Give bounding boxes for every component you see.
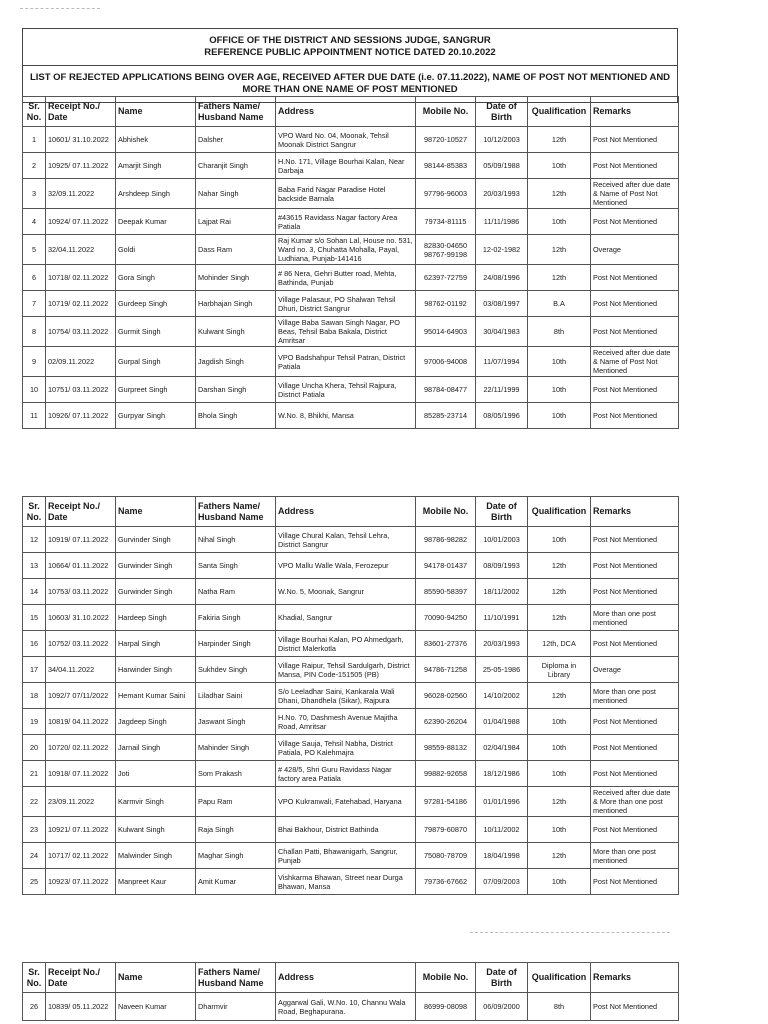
address-cell: Village Baba Sawan Singh Nagar, PO Beas, Tehsil Baba Bakala, District Amritsar [276, 317, 416, 347]
table-row [23, 761, 679, 787]
table-row [23, 209, 679, 235]
sr-cell: 2 [23, 153, 46, 179]
address-cell: Bhai Bakhour, District Bathinda [276, 817, 416, 843]
qualification-cell: 12th [528, 127, 591, 153]
receipt-cell: 10924/ 07.11.2022 [46, 209, 116, 235]
dob-cell: 11/07/1994 [476, 347, 528, 377]
qualification-cell: 12th [528, 683, 591, 709]
father-cell: Nahar Singh [196, 179, 276, 209]
dob-cell: 12-02-1982 [476, 235, 528, 265]
col-qualification: Qualification [528, 97, 591, 127]
receipt-cell: 32/09.11.2022 [46, 179, 116, 209]
remarks-cell: Post Not Mentioned [591, 291, 679, 317]
qualification-cell: 10th [528, 209, 591, 235]
receipt-cell: 10839/ 05.11.2022 [46, 993, 116, 1021]
address-cell: Village Raipur, Tehsil Sardulgarh, District Mansa, PIN Code-151505 (PB) [276, 657, 416, 683]
dob-cell: 18/04/1998 [476, 843, 528, 869]
name-cell: Harwinder Singh [116, 657, 196, 683]
dob-cell: 18/12/1986 [476, 761, 528, 787]
dob-cell: 10/11/2002 [476, 817, 528, 843]
dob-cell: 08/05/1996 [476, 403, 528, 429]
remarks-cell: Post Not Mentioned [591, 869, 679, 895]
address-cell: VPO Mallu Walle Wala, Ferozepur [276, 553, 416, 579]
sr-cell: 13 [23, 553, 46, 579]
qualification-cell: 10th [528, 869, 591, 895]
col-address: Address [276, 963, 416, 993]
sr-cell: 20 [23, 735, 46, 761]
name-cell: Naveen Kumar [116, 993, 196, 1021]
table-row [23, 683, 679, 709]
table-row [23, 127, 679, 153]
col-dob: Date of Birth [476, 963, 528, 993]
qualification-cell: 12th [528, 787, 591, 817]
mobile-cell: 85285-23714 [416, 403, 476, 429]
receipt-cell: 10926/ 07.11.2022 [46, 403, 116, 429]
dob-cell: 01/04/1988 [476, 709, 528, 735]
qualification-cell: 10th [528, 817, 591, 843]
name-cell: Gora Singh [116, 265, 196, 291]
address-cell: W.No. 5, Moonak, Sangrur [276, 579, 416, 605]
col-address: Address [276, 97, 416, 127]
father-cell: Dalsher [196, 127, 276, 153]
address-cell: Raj Kumar s/o Sohan Lal, House no. 531, Ward no. 3, Chuhatta Mohalla, Payal, Ludhiana, Punjab-141416 [276, 235, 416, 265]
mobile-cell: 85590-58397 [416, 579, 476, 605]
remarks-cell: Received after due date & Name of Post Not Mentioned [591, 179, 679, 209]
address-cell: Village Sauja, Tehsil Nabha, District Patiala, PO Kalehmajra [276, 735, 416, 761]
receipt-cell: 10601/ 31.10.2022 [46, 127, 116, 153]
col-dob: Date of Birth [476, 97, 528, 127]
father-cell: Lajpat Rai [196, 209, 276, 235]
qualification-cell: 12th [528, 553, 591, 579]
sr-cell: 15 [23, 605, 46, 631]
mobile-cell: 70090-94250 [416, 605, 476, 631]
mobile-cell: 83601-27376 [416, 631, 476, 657]
qualification-cell: 12th [528, 579, 591, 605]
dob-cell: 10/12/2003 [476, 127, 528, 153]
address-cell: Village Chural Kalan, Tehsil Lehra, District Sangrur [276, 527, 416, 553]
sr-cell: 19 [23, 709, 46, 735]
name-cell: Arshdeep Singh [116, 179, 196, 209]
receipt-cell: 10921/ 07.11.2022 [46, 817, 116, 843]
receipt-cell: 10919/ 07.11.2022 [46, 527, 116, 553]
table-row [23, 709, 679, 735]
sr-cell: 26 [23, 993, 46, 1021]
sr-cell: 22 [23, 787, 46, 817]
remarks-cell: Received after due date & Name of Post Not Mentioned [591, 347, 679, 377]
sr-cell: 3 [23, 179, 46, 209]
receipt-cell: 10718/ 02.11.2022 [46, 265, 116, 291]
remarks-cell: More than one post mentioned [591, 605, 679, 631]
name-cell: Gurwinder Singh [116, 579, 196, 605]
address-cell: Vishkarma Bhawan, Street near Durga Bhawan, Mansa [276, 869, 416, 895]
col-receipt: Receipt No./ Date [46, 97, 116, 127]
table-row [23, 179, 679, 209]
qualification-cell: 12th, DCA [528, 631, 591, 657]
father-cell: Natha Ram [196, 579, 276, 605]
remarks-cell: More than one post mentioned [591, 683, 679, 709]
qualification-cell: 8th [528, 993, 591, 1021]
address-cell: # 428/5, Shri Guru Ravidass Nagar factory area Patiala [276, 761, 416, 787]
father-cell: Sukhdev Singh [196, 657, 276, 683]
name-cell: Jarnail Singh [116, 735, 196, 761]
qualification-cell: B.A [528, 291, 591, 317]
father-cell: Papu Ram [196, 787, 276, 817]
name-cell: Hardeep Singh [116, 605, 196, 631]
father-cell: Mahinder Singh [196, 735, 276, 761]
name-cell: Malwinder Singh [116, 843, 196, 869]
remarks-cell: Received after due date & More than one post mentioned [591, 787, 679, 817]
col-father: Fathers Name/ Husband Name [196, 963, 276, 993]
address-cell: W.No. 8, Bhikhi, Mansa [276, 403, 416, 429]
address-cell: Challan Patti, Bhawanigarh, Sangrur, Punjab [276, 843, 416, 869]
name-cell: Gurmit Singh [116, 317, 196, 347]
name-cell: Amarjit Singh [116, 153, 196, 179]
father-cell: Liladhar Saini [196, 683, 276, 709]
sr-cell: 4 [23, 209, 46, 235]
col-father: Fathers Name/ Husband Name [196, 497, 276, 527]
receipt-cell: 23/09.11.2022 [46, 787, 116, 817]
col-receipt: Receipt No./ Date [46, 963, 116, 993]
col-sr: Sr. No. [23, 97, 46, 127]
dob-cell: 07/09/2003 [476, 869, 528, 895]
table-row [23, 153, 679, 179]
receipt-cell: 10717/ 02.11.2022 [46, 843, 116, 869]
sr-cell: 9 [23, 347, 46, 377]
table-row [23, 787, 679, 817]
father-cell: Harpinder Singh [196, 631, 276, 657]
col-name: Name [116, 97, 196, 127]
dob-cell: 05/09/1988 [476, 153, 528, 179]
table-row [23, 817, 679, 843]
father-cell: Mohinder Singh [196, 265, 276, 291]
table-row [23, 265, 679, 291]
col-remarks: Remarks [591, 497, 679, 527]
table-row [23, 347, 679, 377]
father-cell: Jagdish Singh [196, 347, 276, 377]
scan-dash-top [20, 8, 100, 9]
remarks-cell: Post Not Mentioned [591, 993, 679, 1021]
remarks-cell: Post Not Mentioned [591, 817, 679, 843]
sr-cell: 12 [23, 527, 46, 553]
dob-cell: 03/08/1997 [476, 291, 528, 317]
table-row [23, 553, 679, 579]
table-row [23, 993, 679, 1021]
col-mobile: Mobile No. [416, 497, 476, 527]
name-cell: Gurpreet Singh [116, 377, 196, 403]
scan-dash-mid [470, 932, 670, 933]
table-header-row [23, 497, 679, 527]
receipt-cell: 10719/ 02.11.2022 [46, 291, 116, 317]
receipt-cell: 10819/ 04.11.2022 [46, 709, 116, 735]
name-cell: Goldi [116, 235, 196, 265]
receipt-cell: 10754/ 03.11.2022 [46, 317, 116, 347]
mobile-cell: 79736-67662 [416, 869, 476, 895]
col-qualification: Qualification [528, 963, 591, 993]
name-cell: Manpreet Kaur [116, 869, 196, 895]
father-cell: Jaswant Singh [196, 709, 276, 735]
remarks-cell: Overage [591, 657, 679, 683]
table-row [23, 235, 679, 265]
remarks-cell: Post Not Mentioned [591, 527, 679, 553]
receipt-cell: 02/09.11.2022 [46, 347, 116, 377]
col-receipt: Receipt No./ Date [46, 497, 116, 527]
receipt-cell: 10751/ 03.11.2022 [46, 377, 116, 403]
mobile-cell: 98786-98282 [416, 527, 476, 553]
receipt-cell: 10720/ 02.11.2022 [46, 735, 116, 761]
table-row [23, 579, 679, 605]
address-cell: H.No. 70, Dashmesh Avenue Majitha Road, Amritsar [276, 709, 416, 735]
address-cell: Village Bourhai Kalan, PO Ahmedgarh, District Malerkotla [276, 631, 416, 657]
remarks-cell: Post Not Mentioned [591, 377, 679, 403]
name-cell: Gurpal Singh [116, 347, 196, 377]
receipt-cell: 34/04.11.2022 [46, 657, 116, 683]
qualification-cell: 10th [528, 347, 591, 377]
dob-cell: 30/04/1983 [476, 317, 528, 347]
dob-cell: 18/11/2002 [476, 579, 528, 605]
father-cell: Som Prakash [196, 761, 276, 787]
father-cell: Dass Ram [196, 235, 276, 265]
qualification-cell: 10th [528, 153, 591, 179]
name-cell: Gurwinder Singh [116, 553, 196, 579]
rejected-table-page-2 [22, 496, 679, 895]
col-sr: Sr. No. [23, 963, 46, 993]
address-cell: Village Palasaur, PO Shalwan Tehsil Dhuri, District Sangrur [276, 291, 416, 317]
name-cell: Karmvir Singh [116, 787, 196, 817]
mobile-cell: 62397-72759 [416, 265, 476, 291]
table-row [23, 527, 679, 553]
sr-cell: 16 [23, 631, 46, 657]
receipt-cell: 10918/ 07.11.2022 [46, 761, 116, 787]
dob-cell: 24/08/1996 [476, 265, 528, 291]
mobile-cell: 94786-71258 [416, 657, 476, 683]
sr-cell: 7 [23, 291, 46, 317]
col-remarks: Remarks [591, 963, 679, 993]
remarks-cell: More than one post mentioned [591, 843, 679, 869]
table-row [23, 605, 679, 631]
dob-cell: 25-05-1986 [476, 657, 528, 683]
mobile-cell: 98784-08477 [416, 377, 476, 403]
mobile-cell: 97796-96003 [416, 179, 476, 209]
qualification-cell: 10th [528, 527, 591, 553]
col-dob: Date of Birth [476, 497, 528, 527]
name-cell: Deepak Kumar [116, 209, 196, 235]
mobile-cell: 86999-08098 [416, 993, 476, 1021]
list-title: LIST OF REJECTED APPLICATIONS BEING OVER AGE, RECEIVED AFTER DUE DATE (i.e. 07.11.2022), NAME OF POST NOT MENTIONED AND MORE THAN ONE NAME OF POST MENTIONED [29, 72, 671, 95]
col-remarks: Remarks [591, 97, 679, 127]
qualification-cell: 10th [528, 377, 591, 403]
address-cell: #43615 Ravidass Nagar factory Area Patiala [276, 209, 416, 235]
mobile-cell: 75080-78709 [416, 843, 476, 869]
father-cell: Kulwant Singh [196, 317, 276, 347]
mobile-cell: 79734-81115 [416, 209, 476, 235]
father-cell: Raja Singh [196, 817, 276, 843]
col-address: Address [276, 497, 416, 527]
remarks-cell: Post Not Mentioned [591, 553, 679, 579]
sr-cell: 24 [23, 843, 46, 869]
remarks-cell: Post Not Mentioned [591, 317, 679, 347]
sr-cell: 10 [23, 377, 46, 403]
col-name: Name [116, 963, 196, 993]
qualification-cell: 12th [528, 605, 591, 631]
notice-subtitle: REFERENCE PUBLIC APPOINTMENT NOTICE DATED 20.10.2022 [23, 47, 677, 66]
father-cell: Fakiria Singh [196, 605, 276, 631]
table-row [23, 631, 679, 657]
father-cell: Nihal Singh [196, 527, 276, 553]
dob-cell: 11/10/1991 [476, 605, 528, 631]
receipt-cell: 10752/ 03.11.2022 [46, 631, 116, 657]
qualification-cell: 10th [528, 403, 591, 429]
col-mobile: Mobile No. [416, 97, 476, 127]
mobile-cell: 95014-64903 [416, 317, 476, 347]
qualification-cell: 12th [528, 235, 591, 265]
sr-cell: 14 [23, 579, 46, 605]
remarks-cell: Post Not Mentioned [591, 579, 679, 605]
qualification-cell: 12th [528, 843, 591, 869]
qualification-cell: Diploma in Library [528, 657, 591, 683]
father-cell: Charanjit Singh [196, 153, 276, 179]
remarks-cell: Overage [591, 235, 679, 265]
father-cell: Dharmvir [196, 993, 276, 1021]
receipt-cell: 1092/7 07/11/2022 [46, 683, 116, 709]
address-cell: VPO Ward No. 04, Moonak, Tehsil Moonak District Sangrur [276, 127, 416, 153]
sr-cell: 1 [23, 127, 46, 153]
mobile-cell: 79879-60870 [416, 817, 476, 843]
remarks-cell: Post Not Mentioned [591, 127, 679, 153]
address-cell: Baba Farid Nagar Paradise Hotel backside Barnala [276, 179, 416, 209]
address-cell: Khadial, Sangrur [276, 605, 416, 631]
col-name: Name [116, 497, 196, 527]
name-cell: Gurdeep Singh [116, 291, 196, 317]
qualification-cell: 12th [528, 265, 591, 291]
dob-cell: 01/01/1996 [476, 787, 528, 817]
address-cell: H.No. 171, Village Bourhai Kalan, Near Darbaja [276, 153, 416, 179]
address-cell: VPO Kukranwali, Fatehabad, Haryana [276, 787, 416, 817]
rejected-table-page-1 [22, 96, 679, 429]
dob-cell: 08/09/1993 [476, 553, 528, 579]
mobile-cell: 98559-88132 [416, 735, 476, 761]
dob-cell: 02/04/1984 [476, 735, 528, 761]
mobile-cell: 98762-01192 [416, 291, 476, 317]
table-row [23, 657, 679, 683]
table-row [23, 735, 679, 761]
mobile-cell: 98144-85383 [416, 153, 476, 179]
table-row [23, 843, 679, 869]
table-row [23, 377, 679, 403]
mobile-cell: 97006-94008 [416, 347, 476, 377]
father-cell: Darshan Singh [196, 377, 276, 403]
dob-cell: 22/11/1999 [476, 377, 528, 403]
remarks-cell: Post Not Mentioned [591, 735, 679, 761]
father-cell: Harbhajan Singh [196, 291, 276, 317]
remarks-cell: Post Not Mentioned [591, 265, 679, 291]
mobile-cell: 94178-01437 [416, 553, 476, 579]
table-row [23, 403, 679, 429]
name-cell: Abhishek [116, 127, 196, 153]
notice-header [22, 28, 678, 103]
remarks-cell: Post Not Mentioned [591, 709, 679, 735]
name-cell: Gurpyar Singh [116, 403, 196, 429]
mobile-cell: 62390-26204 [416, 709, 476, 735]
sr-cell: 17 [23, 657, 46, 683]
office-title: OFFICE OF THE DISTRICT AND SESSIONS JUDGE, SANGRUR [209, 35, 491, 46]
receipt-cell: 10603/ 31.10.2022 [46, 605, 116, 631]
remarks-cell: Post Not Mentioned [591, 209, 679, 235]
dob-cell: 11/11/1986 [476, 209, 528, 235]
sr-cell: 25 [23, 869, 46, 895]
table-header-row [23, 97, 679, 127]
sr-cell: 8 [23, 317, 46, 347]
sr-cell: 6 [23, 265, 46, 291]
address-cell: VPO Badshahpur Tehsil Patran, District Patiala [276, 347, 416, 377]
name-cell: Hemant Kumar Saini [116, 683, 196, 709]
remarks-cell: Post Not Mentioned [591, 761, 679, 787]
table-row [23, 317, 679, 347]
mobile-cell: 99882-92658 [416, 761, 476, 787]
qualification-cell: 10th [528, 735, 591, 761]
table-row [23, 869, 679, 895]
mobile-cell: 98720-10527 [416, 127, 476, 153]
address-cell: S/o Leeladhar Saini, Kankarala Wali Dhani, Dhandhela (Sikar), Rajpura [276, 683, 416, 709]
receipt-cell: 10925/ 07.11.2022 [46, 153, 116, 179]
dob-cell: 20/03/1993 [476, 631, 528, 657]
rejected-table-page-3 [22, 962, 679, 1021]
remarks-cell: Post Not Mentioned [591, 403, 679, 429]
qualification-cell: 8th [528, 317, 591, 347]
sr-cell: 5 [23, 235, 46, 265]
receipt-cell: 10753/ 03.11.2022 [46, 579, 116, 605]
dob-cell: 10/01/2003 [476, 527, 528, 553]
receipt-cell: 10923/ 07.11.2022 [46, 869, 116, 895]
receipt-cell: 10664/ 01.11.2022 [46, 553, 116, 579]
name-cell: Kulwant Singh [116, 817, 196, 843]
remarks-cell: Post Not Mentioned [591, 153, 679, 179]
qualification-cell: 12th [528, 179, 591, 209]
father-cell: Santa Singh [196, 553, 276, 579]
name-cell: Harpal Singh [116, 631, 196, 657]
qualification-cell: 10th [528, 761, 591, 787]
mobile-cell: 96028-02560 [416, 683, 476, 709]
sr-cell: 23 [23, 817, 46, 843]
dob-cell: 14/10/2002 [476, 683, 528, 709]
table-row [23, 291, 679, 317]
father-cell: Amit Kumar [196, 869, 276, 895]
address-cell: Aggarwal Gali, W.No. 10, Channu Wala Road, Beghapurana. [276, 993, 416, 1021]
father-cell: Bhola Singh [196, 403, 276, 429]
table-header-row [23, 963, 679, 993]
sr-cell: 11 [23, 403, 46, 429]
qualification-cell: 10th [528, 709, 591, 735]
mobile-cell: 97281-54186 [416, 787, 476, 817]
sr-cell: 21 [23, 761, 46, 787]
address-cell: # 86 Nera, Gehri Butter road, Mehta, Bathinda, Punjab [276, 265, 416, 291]
name-cell: Jagdeep Singh [116, 709, 196, 735]
col-mobile: Mobile No. [416, 963, 476, 993]
receipt-cell: 32/04.11.2022 [46, 235, 116, 265]
dob-cell: 20/03/1993 [476, 179, 528, 209]
mobile-cell: 82830-04650 98767-99198 [416, 235, 476, 265]
sr-cell: 18 [23, 683, 46, 709]
address-cell: Village Uncha Khera, Tehsil Rajpura, District Patiala [276, 377, 416, 403]
name-cell: Gurvinder Singh [116, 527, 196, 553]
col-sr: Sr. No. [23, 497, 46, 527]
father-cell: Maghar Singh [196, 843, 276, 869]
remarks-cell: Post Not Mentioned [591, 631, 679, 657]
col-father: Fathers Name/ Husband Name [196, 97, 276, 127]
col-qualification: Qualification [528, 497, 591, 527]
dob-cell: 06/09/2000 [476, 993, 528, 1021]
name-cell: Joti [116, 761, 196, 787]
